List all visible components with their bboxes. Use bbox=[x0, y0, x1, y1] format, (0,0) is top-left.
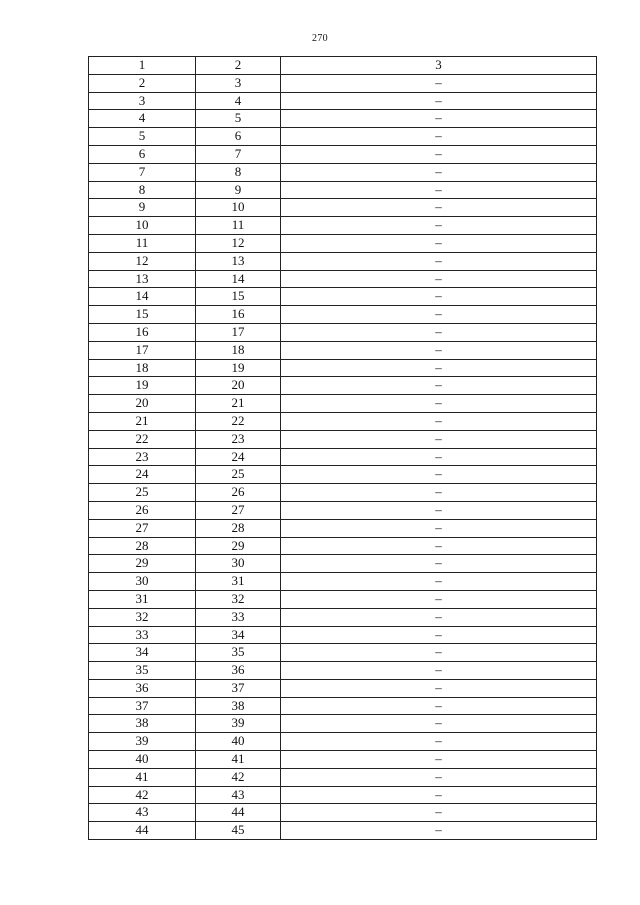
table-row bbox=[89, 377, 597, 395]
table-cell-col-3: – bbox=[281, 768, 597, 786]
table-cell-col-3: – bbox=[281, 181, 597, 199]
table-cell-col-1: 33 bbox=[89, 626, 196, 644]
table-cell-col-3: – bbox=[281, 555, 597, 573]
table-cell-col-3: – bbox=[281, 145, 597, 163]
table-cell-col-3: – bbox=[281, 74, 597, 92]
table-cell-col-3: – bbox=[281, 217, 597, 235]
table-cell-col-2: 7 bbox=[196, 145, 281, 163]
table-cell-col-2: 20 bbox=[196, 377, 281, 395]
table-cell-col-1: 20 bbox=[89, 395, 196, 413]
table-cell-col-2: 16 bbox=[196, 306, 281, 324]
table-row bbox=[89, 786, 597, 804]
table-cell-col-1: 35 bbox=[89, 662, 196, 680]
table-cell-col-2: 45 bbox=[196, 822, 281, 840]
table-cell-col-2: 44 bbox=[196, 804, 281, 822]
table-cell-col-3: – bbox=[281, 128, 597, 146]
table-cell-col-3: – bbox=[281, 430, 597, 448]
table-cell-col-3: – bbox=[281, 751, 597, 769]
data-table bbox=[88, 56, 597, 840]
table-row bbox=[89, 519, 597, 537]
table-cell-col-1: 28 bbox=[89, 537, 196, 555]
table-cell-col-3: – bbox=[281, 662, 597, 680]
table-row bbox=[89, 608, 597, 626]
table-cell-col-2: 12 bbox=[196, 234, 281, 252]
table-row bbox=[89, 234, 597, 252]
table-cell-col-2: 33 bbox=[196, 608, 281, 626]
table-cell-col-3: – bbox=[281, 92, 597, 110]
table-row bbox=[89, 804, 597, 822]
table-cell-col-3: – bbox=[281, 786, 597, 804]
table-cell-col-3: – bbox=[281, 252, 597, 270]
table-cell-col-2: 13 bbox=[196, 252, 281, 270]
table-row bbox=[89, 697, 597, 715]
table-cell-col-1: 29 bbox=[89, 555, 196, 573]
table-cell-col-1: 26 bbox=[89, 501, 196, 519]
table-cell-col-2: 4 bbox=[196, 92, 281, 110]
table-cell-col-2: 9 bbox=[196, 181, 281, 199]
table-row bbox=[89, 270, 597, 288]
table-cell-col-2: 15 bbox=[196, 288, 281, 306]
table-cell-col-2: 23 bbox=[196, 430, 281, 448]
table-cell-col-1: 34 bbox=[89, 644, 196, 662]
table-row bbox=[89, 323, 597, 341]
table-cell-col-2: 18 bbox=[196, 341, 281, 359]
table-row bbox=[89, 110, 597, 128]
table-cell-col-2: 17 bbox=[196, 323, 281, 341]
table-cell-col-3: – bbox=[281, 466, 597, 484]
table-cell-col-1: 11 bbox=[89, 234, 196, 252]
table-cell-col-2: 31 bbox=[196, 573, 281, 591]
table-cell-col-3: – bbox=[281, 733, 597, 751]
table-cell-col-2: 14 bbox=[196, 270, 281, 288]
table-cell-col-2: 38 bbox=[196, 697, 281, 715]
table-header-row bbox=[89, 57, 597, 75]
table-cell-col-1: 18 bbox=[89, 359, 196, 377]
table-cell-col-3: – bbox=[281, 519, 597, 537]
table-cell-col-2: 22 bbox=[196, 412, 281, 430]
table-row bbox=[89, 128, 597, 146]
table-cell-col-3: – bbox=[281, 234, 597, 252]
table-row bbox=[89, 626, 597, 644]
header-cell-2: 2 bbox=[196, 57, 281, 75]
table-cell-col-1: 39 bbox=[89, 733, 196, 751]
table-cell-col-3: – bbox=[281, 199, 597, 217]
table-cell-col-3: – bbox=[281, 270, 597, 288]
table-cell-col-2: 19 bbox=[196, 359, 281, 377]
table-cell-col-1: 15 bbox=[89, 306, 196, 324]
table-cell-col-2: 26 bbox=[196, 484, 281, 502]
table-cell-col-3: – bbox=[281, 306, 597, 324]
table-cell-col-3: – bbox=[281, 323, 597, 341]
table-cell-col-3: – bbox=[281, 501, 597, 519]
table-row bbox=[89, 341, 597, 359]
table-row bbox=[89, 590, 597, 608]
table-cell-col-2: 30 bbox=[196, 555, 281, 573]
table-cell-col-2: 35 bbox=[196, 644, 281, 662]
table-cell-col-2: 39 bbox=[196, 715, 281, 733]
table-cell-col-1: 24 bbox=[89, 466, 196, 484]
table-row bbox=[89, 74, 597, 92]
table-cell-col-3: – bbox=[281, 804, 597, 822]
table-cell-col-2: 28 bbox=[196, 519, 281, 537]
table-cell-col-2: 24 bbox=[196, 448, 281, 466]
table-cell-col-2: 40 bbox=[196, 733, 281, 751]
table-row bbox=[89, 359, 597, 377]
table-row bbox=[89, 822, 597, 840]
table-cell-col-3: – bbox=[281, 679, 597, 697]
table-cell-col-1: 37 bbox=[89, 697, 196, 715]
table-row bbox=[89, 448, 597, 466]
table-cell-col-1: 43 bbox=[89, 804, 196, 822]
table-cell-col-3: – bbox=[281, 608, 597, 626]
table-cell-col-3: – bbox=[281, 110, 597, 128]
table-cell-col-1: 3 bbox=[89, 92, 196, 110]
table-cell-col-1: 9 bbox=[89, 199, 196, 217]
table-row bbox=[89, 217, 597, 235]
table-row bbox=[89, 768, 597, 786]
table-cell-col-1: 14 bbox=[89, 288, 196, 306]
table-cell-col-2: 10 bbox=[196, 199, 281, 217]
table-cell-col-3: – bbox=[281, 448, 597, 466]
table-cell-col-3: – bbox=[281, 644, 597, 662]
table-cell-col-1: 7 bbox=[89, 163, 196, 181]
table-cell-col-1: 27 bbox=[89, 519, 196, 537]
table-cell-col-1: 25 bbox=[89, 484, 196, 502]
table-cell-col-3: – bbox=[281, 573, 597, 591]
table-cell-col-1: 17 bbox=[89, 341, 196, 359]
table-cell-col-1: 32 bbox=[89, 608, 196, 626]
table-cell-col-1: 41 bbox=[89, 768, 196, 786]
table-cell-col-2: 5 bbox=[196, 110, 281, 128]
table-cell-col-1: 22 bbox=[89, 430, 196, 448]
header-cell-3: 3 bbox=[281, 57, 597, 75]
table-cell-col-3: – bbox=[281, 715, 597, 733]
table-row bbox=[89, 306, 597, 324]
table-cell-col-1: 12 bbox=[89, 252, 196, 270]
table-cell-col-2: 11 bbox=[196, 217, 281, 235]
table-row bbox=[89, 501, 597, 519]
table-cell-col-2: 29 bbox=[196, 537, 281, 555]
table-row bbox=[89, 145, 597, 163]
table-row bbox=[89, 733, 597, 751]
table-cell-col-3: – bbox=[281, 590, 597, 608]
table-cell-col-2: 8 bbox=[196, 163, 281, 181]
table-cell-col-3: – bbox=[281, 341, 597, 359]
table-row bbox=[89, 430, 597, 448]
table-cell-col-1: 30 bbox=[89, 573, 196, 591]
table-cell-col-1: 16 bbox=[89, 323, 196, 341]
table-cell-col-2: 41 bbox=[196, 751, 281, 769]
table-cell-col-2: 37 bbox=[196, 679, 281, 697]
table-cell-col-3: – bbox=[281, 697, 597, 715]
table-cell-col-1: 2 bbox=[89, 74, 196, 92]
header-cell-1: 1 bbox=[89, 57, 196, 75]
table-cell-col-2: 27 bbox=[196, 501, 281, 519]
table-cell-col-3: – bbox=[281, 412, 597, 430]
table-cell-col-2: 32 bbox=[196, 590, 281, 608]
table-cell-col-2: 25 bbox=[196, 466, 281, 484]
table-cell-col-1: 40 bbox=[89, 751, 196, 769]
table-row bbox=[89, 163, 597, 181]
page-number: 270 bbox=[312, 33, 328, 44]
table-cell-col-1: 38 bbox=[89, 715, 196, 733]
table-cell-col-3: – bbox=[281, 537, 597, 555]
table-cell-col-1: 6 bbox=[89, 145, 196, 163]
table-cell-col-3: – bbox=[281, 163, 597, 181]
table-row bbox=[89, 662, 597, 680]
table-cell-col-3: – bbox=[281, 822, 597, 840]
table-row bbox=[89, 395, 597, 413]
table-cell-col-1: 10 bbox=[89, 217, 196, 235]
table-cell-col-2: 42 bbox=[196, 768, 281, 786]
table-cell-col-3: – bbox=[281, 626, 597, 644]
table-row bbox=[89, 288, 597, 306]
table-row bbox=[89, 484, 597, 502]
table-cell-col-3: – bbox=[281, 359, 597, 377]
table-cell-col-3: – bbox=[281, 484, 597, 502]
table-row bbox=[89, 573, 597, 591]
table-cell-col-2: 36 bbox=[196, 662, 281, 680]
table-cell-col-1: 42 bbox=[89, 786, 196, 804]
table-cell-col-1: 8 bbox=[89, 181, 196, 199]
table-cell-col-3: – bbox=[281, 377, 597, 395]
table-row bbox=[89, 537, 597, 555]
table-row bbox=[89, 199, 597, 217]
table-cell-col-1: 36 bbox=[89, 679, 196, 697]
table-cell-col-2: 6 bbox=[196, 128, 281, 146]
table-body bbox=[89, 57, 597, 840]
table-row bbox=[89, 555, 597, 573]
table-cell-col-1: 44 bbox=[89, 822, 196, 840]
table-row bbox=[89, 466, 597, 484]
table-cell-col-2: 34 bbox=[196, 626, 281, 644]
table-row bbox=[89, 751, 597, 769]
table-cell-col-3: – bbox=[281, 288, 597, 306]
table-cell-col-1: 13 bbox=[89, 270, 196, 288]
table-row bbox=[89, 715, 597, 733]
table-cell-col-1: 23 bbox=[89, 448, 196, 466]
table-cell-col-2: 3 bbox=[196, 74, 281, 92]
table-cell-col-2: 43 bbox=[196, 786, 281, 804]
table-row bbox=[89, 252, 597, 270]
table-cell-col-1: 4 bbox=[89, 110, 196, 128]
table-cell-col-1: 21 bbox=[89, 412, 196, 430]
table-cell-col-1: 31 bbox=[89, 590, 196, 608]
table-cell-col-1: 19 bbox=[89, 377, 196, 395]
table-row bbox=[89, 679, 597, 697]
table-cell-col-3: – bbox=[281, 395, 597, 413]
table-cell-col-1: 5 bbox=[89, 128, 196, 146]
table-cell-col-2: 21 bbox=[196, 395, 281, 413]
table-row bbox=[89, 412, 597, 430]
table-row bbox=[89, 92, 597, 110]
table-row bbox=[89, 644, 597, 662]
table-row bbox=[89, 181, 597, 199]
